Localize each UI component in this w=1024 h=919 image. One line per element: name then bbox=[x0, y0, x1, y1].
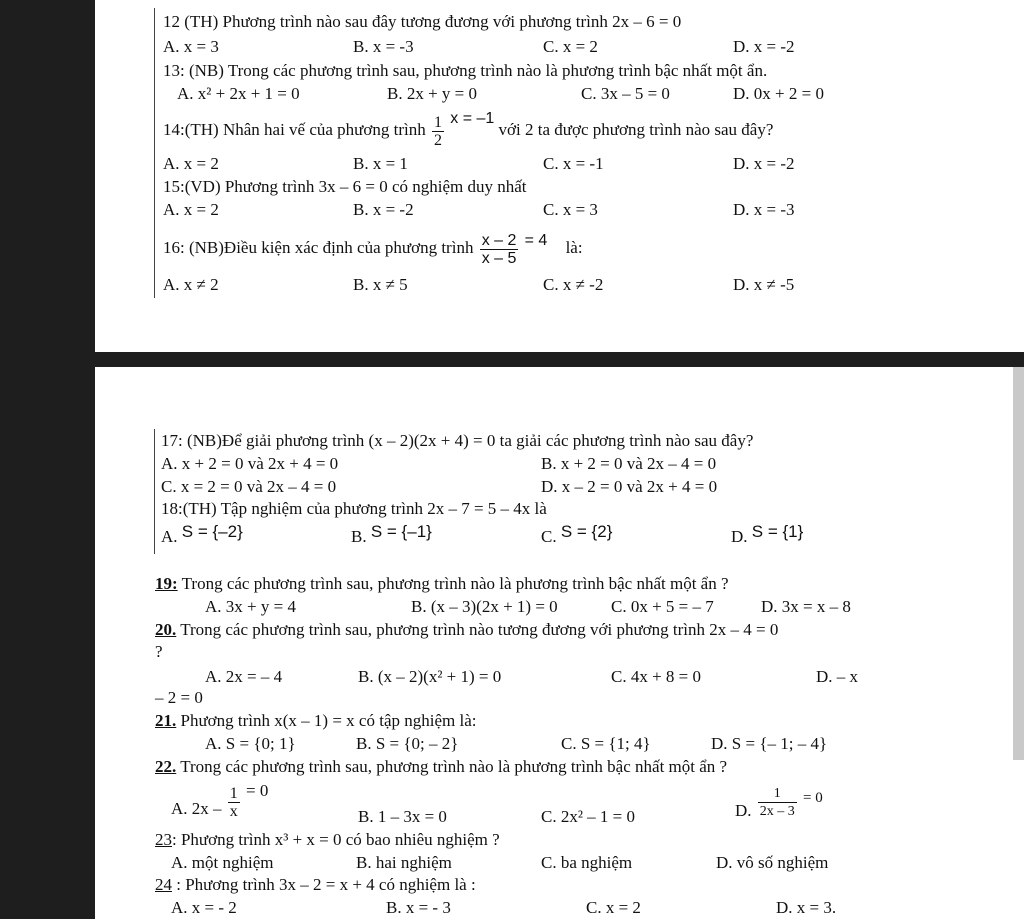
q15-option-a: A. x = 2 bbox=[163, 200, 219, 219]
q23-option-c: C. ba nghiệm bbox=[541, 853, 633, 872]
question-14-stem bbox=[163, 110, 773, 151]
q14-fraction bbox=[432, 114, 444, 149]
q24-option-d: D. x = 3. bbox=[776, 898, 837, 917]
q21-option-a: A. S = {0; 1} bbox=[205, 734, 296, 753]
q18-option-d-value: S = {1} bbox=[751, 522, 804, 541]
q15-option-b: B. x = -2 bbox=[353, 200, 414, 219]
q23-option-b: B. hai nghiệm bbox=[356, 853, 452, 872]
question-13-stem: 13: (NB) Trong các phương trình sau, phương trình nào là phương trình bậc nhất một ẩn. bbox=[163, 61, 768, 80]
q24-text: : Phương trình 3x – 2 = x + 4 có nghiệm là : bbox=[172, 875, 476, 894]
q18-option-b-letter: B. bbox=[351, 527, 367, 546]
q24-option-b: B. x = - 3 bbox=[386, 898, 451, 917]
q16-frac-tail: = 4 bbox=[524, 232, 548, 249]
q16-option-a: A. x ≠ 2 bbox=[163, 275, 219, 294]
q19-option-d: D. 3x = x – 8 bbox=[761, 597, 851, 616]
q22-option-b: B. 1 – 3x = 0 bbox=[358, 807, 447, 826]
question-12-stem: 12 (TH) Phương trình nào sau đây tương đương với phương trình 2x – 6 = 0 bbox=[163, 12, 682, 31]
q14-stem-pre: 14:(TH) Nhân hai vế của phương trình bbox=[163, 120, 426, 139]
q22-option-d-tail: = 0 bbox=[803, 790, 823, 806]
q14-frac-denominator: 2 bbox=[434, 131, 442, 149]
question-24-stem bbox=[155, 875, 476, 895]
q22-d-denominator: 2x – 3 bbox=[759, 803, 795, 819]
q22-a-numerator: 1 bbox=[229, 784, 238, 802]
q24-number: 24 bbox=[155, 875, 172, 894]
q19-number: 19: bbox=[155, 574, 178, 593]
q23-text: : Phương trình x³ + x = 0 có bao nhiêu nghiệm ? bbox=[172, 830, 500, 849]
q20-option-d: D. – x bbox=[816, 667, 859, 686]
q21-option-d: D. S = {– 1; – 4} bbox=[711, 734, 828, 753]
document-page-1 bbox=[95, 0, 1024, 352]
q13-option-c: C. 3x – 5 = 0 bbox=[581, 84, 670, 103]
q22-d-numerator: 1 bbox=[758, 785, 797, 803]
q17-option-d: D. x – 2 = 0 và 2x + 4 = 0 bbox=[541, 477, 718, 496]
q16-option-b: B. x ≠ 5 bbox=[353, 275, 408, 294]
question-21-stem bbox=[155, 711, 476, 731]
q22-option-d-pre: D. bbox=[735, 801, 752, 820]
q16-fraction bbox=[480, 232, 519, 267]
q14-option-a: A. x = 2 bbox=[163, 154, 219, 173]
q18-option-d-letter: D. bbox=[731, 527, 748, 546]
q18-option-c-value: S = {2} bbox=[560, 522, 613, 541]
q19-option-b: B. (x – 3)(2x + 1) = 0 bbox=[411, 597, 558, 616]
q16-stem-post: là: bbox=[565, 238, 583, 257]
q14-frac-numerator: 1 bbox=[434, 113, 442, 131]
q18-option-b bbox=[351, 522, 432, 547]
q17-option-c: C. x = 2 = 0 và 2x – 4 = 0 bbox=[161, 477, 337, 496]
q22-text: Trong các phương trình sau, phương trình nào là phương trình bậc nhất một ẩn ? bbox=[176, 757, 728, 776]
q16-option-d: D. x ≠ -5 bbox=[733, 275, 795, 294]
q24-option-c: C. x = 2 bbox=[586, 898, 641, 917]
q19-text: Trong các phương trình sau, phương trình nào là phương trình bậc nhất một ẩn ? bbox=[177, 574, 729, 593]
q18-option-c bbox=[541, 522, 613, 547]
q12-option-d: D. x = -2 bbox=[733, 37, 795, 56]
q20-option-a: A. 2x = – 4 bbox=[205, 667, 283, 686]
q22-option-a-tail: = 0 bbox=[246, 781, 269, 800]
q18-option-c-letter: C. bbox=[541, 527, 557, 546]
q21-option-c: C. S = {1; 4} bbox=[561, 734, 651, 753]
q12-option-c: C. x = 2 bbox=[543, 37, 598, 56]
q22-option-a bbox=[171, 779, 268, 823]
q21-option-b: B. S = {0; – 2} bbox=[356, 734, 459, 753]
question-20-stem bbox=[155, 620, 778, 640]
q20-text: Trong các phương trình sau, phương trình nào tương đương với phương trình 2x – 4 = 0 bbox=[176, 620, 779, 639]
q16-frac-denominator: x – 5 bbox=[481, 249, 517, 267]
q14-frac-tail: x = –1 bbox=[450, 110, 495, 127]
q18-option-a-letter: A. bbox=[161, 527, 178, 546]
q12-option-a: A. x = 3 bbox=[163, 37, 219, 56]
q18-option-a bbox=[161, 522, 243, 547]
q20-option-b: B. (x – 2)(x² + 1) = 0 bbox=[358, 667, 502, 686]
q18-option-b-value: S = {–1} bbox=[370, 522, 432, 541]
q22-option-c: C. 2x² – 1 = 0 bbox=[541, 807, 636, 826]
q13-option-a: A. x² + 2x + 1 = 0 bbox=[177, 84, 300, 103]
question-23-stem bbox=[155, 830, 500, 850]
q13-option-d: D. 0x + 2 = 0 bbox=[733, 84, 824, 103]
q21-number: 21. bbox=[155, 711, 177, 730]
question-18-stem: 18:(TH) Tập nghiệm của phương trình 2x – 7 = 5 – 4x là bbox=[161, 499, 547, 518]
question-22-stem bbox=[155, 757, 727, 777]
question-17-stem: 17: (NB)Để giải phương trình (x – 2)(2x + 4) = 0 ta giải các phương trình nào sau đây? bbox=[161, 431, 754, 450]
q16-stem-pre: 16: (NB)Điều kiện xác định của phương trình bbox=[163, 238, 474, 257]
q20-option-c: C. 4x + 8 = 0 bbox=[611, 667, 702, 686]
q14-option-c: C. x = -1 bbox=[543, 154, 604, 173]
q20-question-mark: ? bbox=[155, 642, 163, 661]
q23-option-d: D. vô số nghiệm bbox=[716, 853, 829, 872]
question-19-stem bbox=[155, 574, 729, 594]
q17-option-b: B. x + 2 = 0 và 2x – 4 = 0 bbox=[541, 454, 717, 473]
q21-text: Phương trình x(x – 1) = x có tập nghiệm là: bbox=[176, 711, 477, 730]
q14-option-d: D. x = -2 bbox=[733, 154, 795, 173]
q18-option-d bbox=[731, 522, 804, 547]
q14-stem-post: với 2 ta được phương trình nào sau đây? bbox=[498, 120, 774, 139]
q16-option-c: C. x ≠ -2 bbox=[543, 275, 604, 294]
q19-option-c: C. 0x + 5 = – 7 bbox=[611, 597, 714, 616]
q22-option-a-fraction bbox=[228, 785, 240, 820]
q22-option-a-pre: A. 2x – bbox=[171, 799, 222, 818]
q23-option-a: A. một nghiệm bbox=[171, 853, 274, 872]
q23-number: 23 bbox=[155, 830, 172, 849]
q15-option-d: D. x = -3 bbox=[733, 200, 795, 219]
q24-option-a: A. x = - 2 bbox=[171, 898, 237, 917]
q18-option-a-value: S = {–2} bbox=[181, 522, 243, 541]
q22-option-d-fraction bbox=[758, 785, 797, 820]
q16-frac-numerator: x – 2 bbox=[481, 231, 517, 249]
q22-a-denominator: x bbox=[229, 802, 238, 820]
q17-option-a: A. x + 2 = 0 và 2x + 4 = 0 bbox=[161, 454, 339, 473]
margin-line bbox=[154, 8, 155, 298]
question-16-stem bbox=[163, 228, 583, 269]
document-page-2 bbox=[95, 367, 1024, 919]
q15-option-c: C. x = 3 bbox=[543, 200, 598, 219]
q12-option-b: B. x = -3 bbox=[353, 37, 414, 56]
question-15-stem: 15:(VD) Phương trình 3x – 6 = 0 có nghiệm duy nhất bbox=[163, 177, 527, 196]
q20-option-d-continued: – 2 = 0 bbox=[155, 688, 203, 707]
q20-number: 20. bbox=[155, 620, 177, 639]
q13-option-b: B. 2x + y = 0 bbox=[387, 84, 478, 103]
q19-option-a: A. 3x + y = 4 bbox=[205, 597, 296, 616]
vertical-scrollbar[interactable] bbox=[1013, 367, 1024, 760]
q22-number: 22. bbox=[155, 757, 177, 776]
q22-option-d bbox=[735, 779, 823, 824]
margin-line bbox=[154, 429, 155, 554]
q14-option-b: B. x = 1 bbox=[353, 154, 408, 173]
